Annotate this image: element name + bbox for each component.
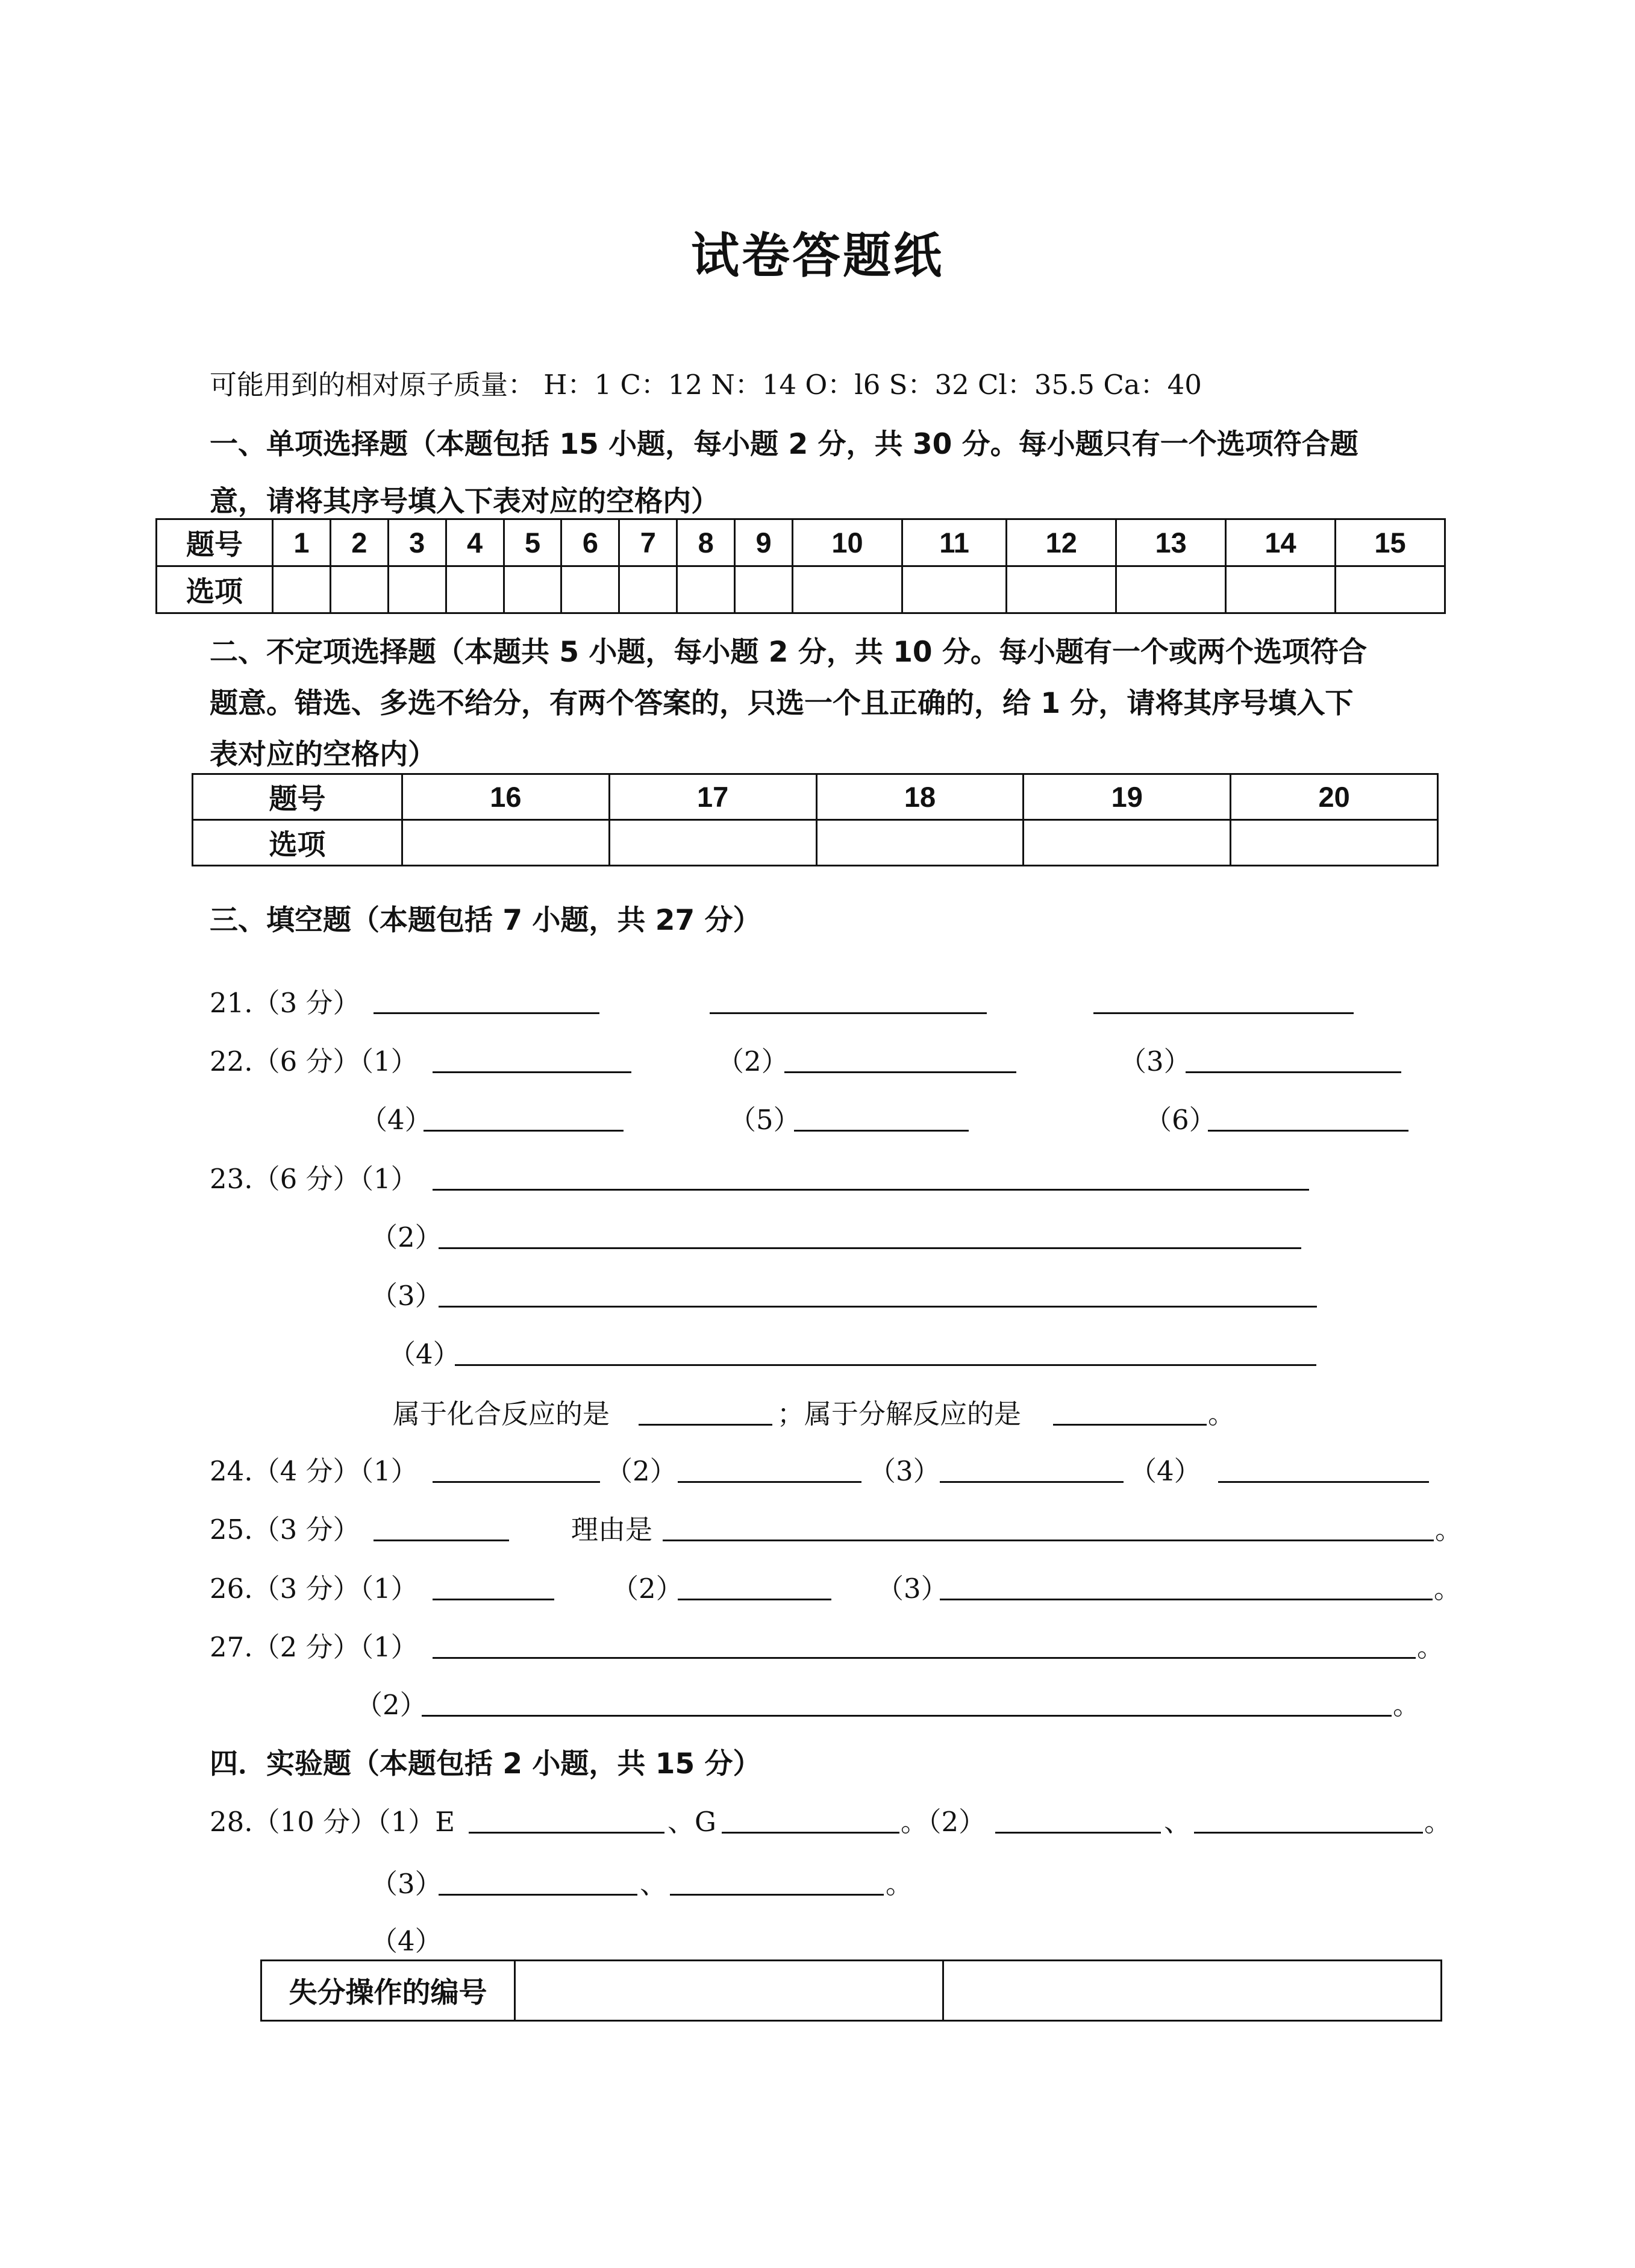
question-number-cell: 11 (902, 519, 1006, 566)
question-number-cell: 18 (816, 774, 1024, 820)
section4-heading: 四．实验题（本题包括 2 小题，共 15 分） (210, 1747, 761, 1781)
answer-cell[interactable] (1007, 566, 1116, 613)
question-number-cell: 10 (793, 519, 902, 566)
q24-sub-3: （3） (869, 1455, 940, 1487)
q23-label: 23.（6 分）（1） (210, 1163, 418, 1195)
lost-points-table (260, 1959, 1442, 2022)
q28-period-1: 。 (1424, 1806, 1452, 1838)
q26-sub-2: （2） (611, 1573, 683, 1605)
q22-sub-4: （4） (360, 1104, 432, 1136)
answer-cell[interactable] (446, 566, 504, 613)
q22-label: 22.（6 分）（1） (210, 1045, 418, 1077)
question-number-cell: 1 (273, 519, 331, 566)
q28-blank-g[interactable] (722, 1832, 899, 1834)
answer-cell[interactable] (561, 566, 619, 613)
answer-cell[interactable] (330, 566, 388, 613)
q22-blank-4[interactable] (424, 1130, 624, 1132)
answer-cell[interactable] (677, 566, 735, 613)
table-header-cell: 题号 (157, 519, 273, 566)
q26-period: 。 (1434, 1573, 1461, 1605)
answer-cell[interactable] (793, 566, 902, 613)
answer-cell[interactable] (1226, 566, 1336, 613)
question-number-cell: 6 (561, 519, 619, 566)
single-choice-table (155, 518, 1446, 614)
q25-reason-label: 理由是 (571, 1514, 653, 1546)
q26-blank-2[interactable] (678, 1599, 831, 1600)
q25-label: 25.（3 分） (210, 1514, 360, 1546)
q27-blank-1[interactable] (433, 1657, 1416, 1659)
answer-cell[interactable] (1231, 820, 1438, 866)
q28-label: 28.（10 分）（1）E (210, 1806, 455, 1838)
answer-cell[interactable] (273, 566, 331, 613)
q22-blank-2[interactable] (784, 1071, 1016, 1073)
q22-blank-6[interactable] (1208, 1130, 1408, 1132)
q26-sub-3: （3） (877, 1573, 948, 1605)
q23-sub-4: （4） (389, 1338, 460, 1370)
multi-choice-table (192, 773, 1439, 866)
q28-sub-4: （4） (370, 1925, 442, 1957)
question-number-cell: 12 (1007, 519, 1116, 566)
q25-reason-blank[interactable] (663, 1540, 1434, 1541)
q22-blank-3[interactable] (1186, 1071, 1401, 1073)
q21-blank-1[interactable] (374, 1012, 599, 1014)
answer-cell[interactable] (902, 566, 1006, 613)
q23-sub-2: （2） (370, 1221, 442, 1253)
q28-blank-2b[interactable] (1194, 1832, 1423, 1834)
q28-blank-3a[interactable] (439, 1894, 637, 1896)
q22-sub-6: （6） (1145, 1104, 1216, 1136)
section3-heading: 三、填空题（本题包括 7 小题，共 27 分） (210, 904, 761, 937)
q27-label: 27.（2 分）（1） (210, 1631, 418, 1663)
q26-blank-1[interactable] (433, 1599, 554, 1600)
question-number-cell: 16 (402, 774, 610, 820)
answer-cell[interactable] (1336, 566, 1445, 613)
answer-cell[interactable] (609, 820, 816, 866)
question-number-cell: 3 (388, 519, 446, 566)
q24-blank-1[interactable] (433, 1481, 600, 1483)
q28-separator: 、 (1164, 1806, 1192, 1838)
table-header-cell: 选项 (193, 820, 402, 866)
answer-cell[interactable] (816, 820, 1024, 866)
q23-decomposition-label: ；属于分解反应的是 (777, 1398, 1022, 1430)
q22-sub-5: （5） (729, 1104, 801, 1136)
answer-cell[interactable] (402, 820, 610, 866)
answer-cell[interactable] (735, 566, 793, 613)
answer-cell[interactable] (1116, 566, 1226, 613)
q28-blank-2a[interactable] (995, 1832, 1161, 1834)
answer-cell[interactable] (619, 566, 677, 613)
table-header-cell: 选项 (157, 566, 273, 613)
q28-blank-e[interactable] (469, 1832, 664, 1834)
question-number-cell: 19 (1024, 774, 1231, 820)
q28-sub-2: 。（2） (901, 1806, 986, 1838)
question-number-cell: 7 (619, 519, 677, 566)
atomic-masses: 可能用到的相对原子质量： H：1 C：12 N：14 O：l6 S：32 Cl：35.5 Ca：40 (210, 369, 1202, 401)
q23-combination-blank[interactable] (639, 1424, 772, 1426)
q24-sub-2: （2） (605, 1455, 677, 1487)
question-number-cell: 8 (677, 519, 735, 566)
q23-blank-3[interactable] (439, 1306, 1317, 1308)
q24-sub-4: （4） (1130, 1455, 1201, 1487)
q28-sub-3: （3） (370, 1868, 442, 1900)
q23-blank-2[interactable] (439, 1247, 1301, 1249)
q26-blank-3[interactable] (940, 1599, 1433, 1600)
section2-heading-line3: 表对应的空格内） (210, 738, 436, 771)
section2-heading-line2: 题意。错选、多选不给分，有两个答案的，只选一个且正确的，给 1 分，请将其序号填入下 (210, 687, 1354, 720)
table-header-cell: 题号 (193, 774, 402, 820)
q26-label: 26.（3 分）（1） (210, 1573, 418, 1605)
q27-period-1: 。 (1417, 1631, 1445, 1663)
q22-blank-1[interactable] (433, 1071, 631, 1073)
q22-sub-2: （2） (717, 1045, 789, 1077)
q24-blank-2[interactable] (678, 1481, 861, 1483)
q28-g-label: 、G (667, 1806, 716, 1838)
lost-points-cell-2[interactable] (943, 1961, 1442, 2021)
section2-heading-line1: 二、不定项选择题（本题共 5 小题，每小题 2 分，共 10 分。每小题有一个或两个选项符合 (210, 636, 1367, 669)
q23-decomposition-blank[interactable] (1053, 1424, 1207, 1426)
q23-sub-3: （3） (370, 1280, 442, 1312)
q24-blank-4[interactable] (1218, 1481, 1429, 1483)
q27-blank-2[interactable] (422, 1715, 1392, 1717)
question-number-cell: 9 (735, 519, 793, 566)
q28-blank-3b[interactable] (670, 1894, 884, 1896)
q21-blank-3[interactable] (1093, 1012, 1354, 1014)
lost-points-cell-1[interactable] (515, 1961, 943, 2021)
q24-label: 24.（4 分）（1） (210, 1455, 418, 1487)
q27-period-2: 。 (1393, 1689, 1421, 1721)
lost-points-label: 失分操作的编号 (261, 1961, 515, 2021)
q21-label: 21.（3 分） (210, 987, 360, 1019)
q25-blank[interactable] (374, 1540, 509, 1541)
q22-blank-5[interactable] (794, 1130, 969, 1132)
question-number-cell: 17 (609, 774, 816, 820)
q21-blank-2[interactable] (710, 1012, 987, 1014)
q22-sub-3: （3） (1119, 1045, 1191, 1077)
question-number-cell: 14 (1226, 519, 1336, 566)
q23-blank-4[interactable] (455, 1364, 1316, 1366)
q23-combination-label: 属于化合反应的是 (393, 1398, 610, 1430)
q24-blank-3[interactable] (940, 1481, 1124, 1483)
question-number-cell: 20 (1231, 774, 1438, 820)
q23-period: 。 (1208, 1398, 1236, 1430)
section1-heading-line2: 意，请将其序号填入下表对应的空格内） (210, 485, 719, 518)
answer-cell[interactable] (504, 566, 561, 613)
q27-sub-2: （2） (355, 1689, 427, 1721)
question-number-cell: 4 (446, 519, 504, 566)
answer-cell[interactable] (388, 566, 446, 613)
section1-heading-line1: 一、单项选择题（本题包括 15 小题，每小题 2 分，共 30 分。每小题只有一个选项符合题 (210, 428, 1358, 461)
question-number-cell: 5 (504, 519, 561, 566)
question-number-cell: 15 (1336, 519, 1445, 566)
question-number-cell: 13 (1116, 519, 1226, 566)
answer-cell[interactable] (1024, 820, 1231, 866)
q28-period-2: 。 (886, 1868, 913, 1900)
q25-period: 。 (1435, 1514, 1463, 1546)
page-title: 试卷答题纸 (691, 227, 944, 284)
q28-separator-2: 、 (640, 1868, 667, 1900)
q23-blank-1[interactable] (433, 1189, 1309, 1191)
question-number-cell: 2 (330, 519, 388, 566)
